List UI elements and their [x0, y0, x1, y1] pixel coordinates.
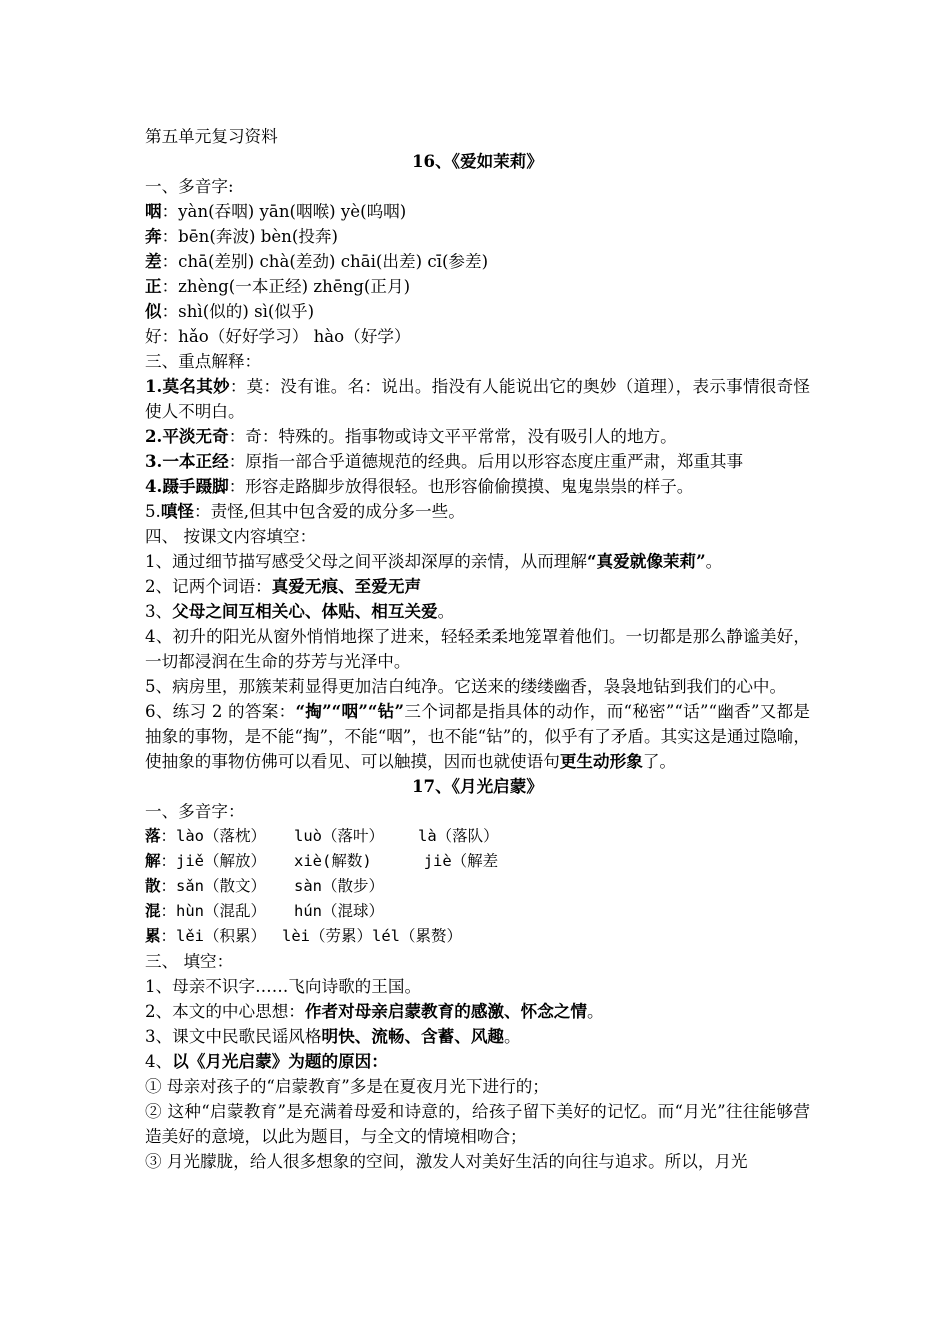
fill-text: 3、课文中民歌民谣风格	[145, 1027, 322, 1046]
explanation-num: 4.	[145, 476, 163, 496]
section17-polyphone-heading: 一、多音字：	[145, 802, 245, 821]
polyphone-char: 奔	[145, 226, 162, 246]
polyphone-reading: là（落队）	[418, 827, 499, 845]
polyphone-entry	[145, 299, 810, 324]
polyphone-char: 混	[145, 902, 161, 920]
reason-item: ① 母亲对孩子的“启蒙教育”多是在夏夜月光下进行的；	[145, 1077, 549, 1096]
polyphone-reading: ：jiě（解放）	[160, 852, 267, 870]
explanation-num: 1.	[145, 376, 163, 396]
section17-fill-heading: 三、 填空：	[145, 952, 234, 971]
polyphone-char: 散	[145, 877, 161, 895]
section17-heading: 17、《月光启蒙》	[412, 776, 543, 796]
polyphone-char: 正	[145, 276, 162, 296]
fill-text: 4、	[145, 1052, 173, 1071]
polyphone-entry	[145, 274, 810, 299]
fill-item	[145, 549, 810, 574]
polyphone-reading: sàn（散步）	[294, 877, 385, 895]
explanation-text: ：莫：没有谁。名：说出。指没有人能说出它的奥妙（道理），表示事情很奇怪使人不明白。	[145, 377, 811, 421]
section16-fill-heading: 四、 按课文内容填空：	[145, 527, 317, 546]
fill-text: 2、记两个词语：	[145, 577, 272, 596]
polyphone-char: 差	[145, 251, 162, 271]
polyphone-char: 解	[145, 852, 161, 870]
fill-item	[145, 999, 810, 1024]
explanation-term: 嗔怪	[160, 501, 195, 521]
polyphone-entry	[145, 199, 810, 224]
fill-answer: 父母之间互相关心、体贴、相互关爱	[172, 601, 438, 621]
fill-answer: “掏”“咽”“钻”	[295, 701, 405, 721]
fill-text: 1、通过细节描写感受父母之间平淡却深厚的亲情，从而理解	[145, 552, 587, 571]
polyphone-reading: ：lào（落枕）	[160, 827, 267, 845]
section16-polyphone-heading: 一、多音字:	[145, 177, 234, 196]
explanation-text: ：责怪,但其中包含爱的成分多一些。	[194, 502, 465, 521]
explanation-item	[145, 474, 810, 499]
fill-answer: “真爱就像茉莉”	[587, 551, 706, 571]
polyphone-char: 似	[145, 301, 162, 321]
polyphone-char: 咽	[145, 201, 162, 221]
fill-text: 3、	[145, 602, 173, 621]
explanation-item	[145, 374, 810, 424]
polyphone-reading: ：yàn(吞咽) yān(咽喉) yè(呜咽)	[161, 202, 407, 221]
polyphone-char: 好	[145, 327, 162, 346]
polyphone-char: 累	[145, 927, 161, 945]
fill-text: 。	[587, 1002, 604, 1021]
explanation-term: 蹑手蹑脚	[162, 476, 229, 496]
explanation-text: ：形容走路脚步放得很轻。也形容偷偷摸摸、鬼鬼祟祟的样子。	[228, 477, 694, 496]
polyphone-char: 落	[145, 827, 161, 845]
fill-answer: 以《月光启蒙》为题的原因：	[172, 1051, 388, 1071]
polyphone-reading: ：bēn(奔波) bèn(投奔)	[161, 227, 338, 246]
doc-title: 第五单元复习资料	[145, 127, 278, 146]
fill-item	[145, 1024, 810, 1049]
explanation-term: 一本正经	[162, 451, 229, 471]
explanation-item	[145, 499, 810, 524]
fill-item	[145, 699, 810, 774]
polyphone-reading: ：zhèng(一本正经) zhēng(正月)	[161, 277, 411, 296]
polyphone-entry	[145, 899, 810, 924]
explanation-item	[145, 449, 810, 474]
fill-item: 5、病房里，那簇茉莉显得更加洁白纯净。它送来的缕缕幽香，袅袅地钻到我们的心中。	[145, 677, 787, 696]
polyphone-reading: ：lěi（积累）	[160, 927, 267, 945]
polyphone-entry	[145, 224, 810, 249]
explanation-num: 3.	[145, 451, 163, 471]
fill-text: 。	[504, 1027, 521, 1046]
fill-item	[145, 1049, 810, 1074]
polyphone-reading: hún（混球）	[294, 902, 385, 920]
section16-explain-heading: 三、重点解释：	[145, 352, 262, 371]
fill-item	[145, 574, 810, 599]
explanation-num: 2.	[145, 426, 163, 446]
fill-text: 。	[705, 552, 723, 571]
polyphone-reading: lèi（劳累）lél（累赘）	[282, 927, 463, 945]
fill-item: 4、初升的阳光从窗外悄悄地探了进来，轻轻柔柔地笼罩着他们。一切都是那么静谧美好，一切都浸润在生命的芬芳与光泽中。	[145, 627, 810, 671]
document-body	[145, 124, 810, 1174]
polyphone-reading: ：shì(似的) sì(似乎)	[161, 302, 315, 321]
fill-text: 6、练习 2 的答案：	[145, 702, 296, 721]
fill-item: 1、母亲不识字……飞向诗歌的王国。	[145, 977, 422, 996]
explanation-num: 5.	[145, 502, 161, 521]
polyphone-entry	[145, 849, 810, 874]
fill-text: 了。	[642, 752, 676, 771]
polyphone-reading: ：chā(差别) chà(差劲) chāi(出差) cī(参差)	[161, 252, 489, 271]
explanation-text: ：原指一部合乎道德规范的经典。后用以形容态度庄重严肃，郑重其事	[228, 452, 744, 471]
fill-text: 三个词都是指具体的动作，而“秘密”“话”“幽香”又都是抽象的事物，是不能“掏”，不能“咽”，也不能“钻”的，似乎有了矛盾。其实这是通过隐喻，使抽象的事物仿佛可以看见、可以触摸，因而也就使语句	[145, 702, 810, 771]
fill-text: 。	[437, 602, 455, 621]
fill-answer: 真爱无痕、至爱无声	[271, 576, 422, 596]
fill-text: 2、本文的中心思想：	[145, 1002, 305, 1021]
explanation-term: 平淡无奇	[162, 426, 229, 446]
reason-item: ② 这种“启蒙教育”是充满着母爱和诗意的，给孩子留下美好的记忆。而“月光”往往能够营造美好的意境，以此为题目，与全文的情境相吻合；	[145, 1102, 810, 1146]
polyphone-entry	[145, 324, 810, 349]
polyphone-entry	[145, 249, 810, 274]
polyphone-reading: ：sǎn（散文）	[160, 877, 267, 895]
fill-item	[145, 599, 810, 624]
explanation-item	[145, 424, 810, 449]
polyphone-reading: xiè(解数)	[294, 852, 372, 870]
polyphone-entry	[145, 874, 810, 899]
polyphone-entry	[145, 824, 810, 849]
fill-answer: 更生动形象	[559, 751, 643, 771]
fill-answer: 明快、流畅、含蓄、风趣	[321, 1026, 505, 1046]
explanation-text: ：奇：特殊的。指事物或诗文平平常常，没有吸引人的地方。	[228, 427, 677, 446]
polyphone-entry	[145, 924, 810, 949]
explanation-term: 莫名其妙	[162, 376, 230, 396]
fill-answer: 作者对母亲启蒙教育的感激、怀念之情	[304, 1001, 587, 1021]
polyphone-reading: ：hǎo（好好学习） hào（好学）	[161, 327, 411, 346]
polyphone-reading: ：hùn（混乱）	[160, 902, 267, 920]
reason-item: ③ 月光朦胧，给人很多想象的空间，激发人对美好生活的向往与追求。所以，月光	[145, 1152, 748, 1171]
polyphone-reading: jiè（解差	[423, 852, 499, 870]
section16-heading: 16、《爱如茉莉》	[412, 151, 543, 171]
polyphone-reading: luò（落叶）	[294, 827, 385, 845]
